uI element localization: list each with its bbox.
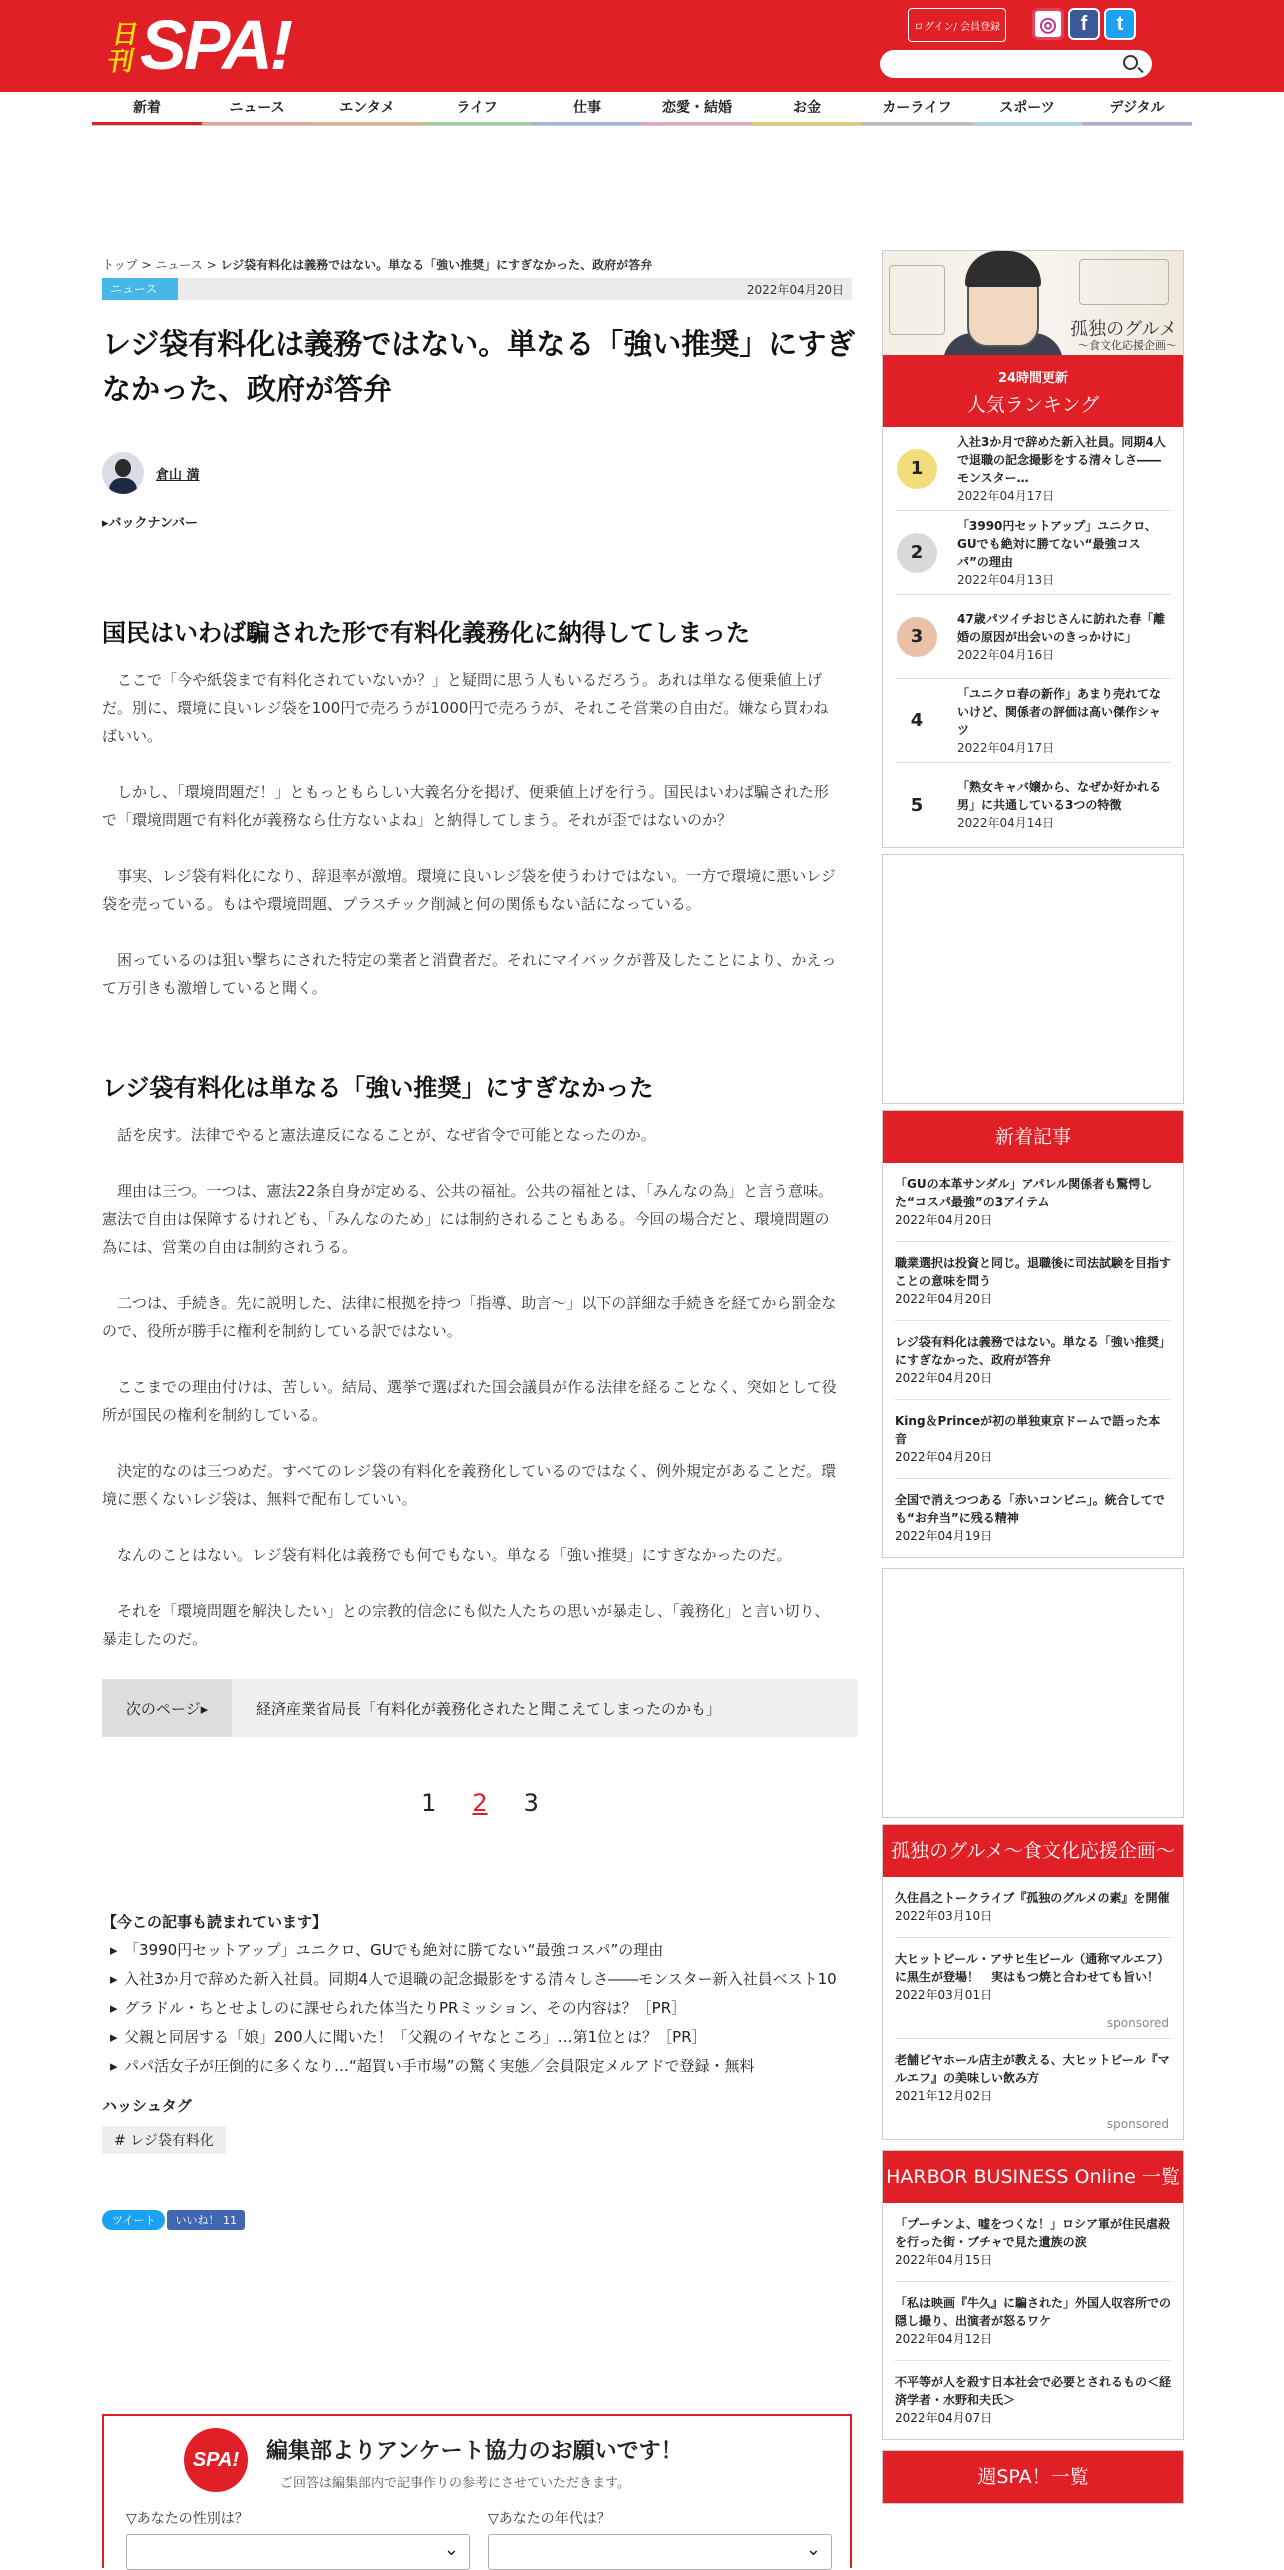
ranking-item-title: 「3990円セットアップ」ユニクロ、GUでも絶対に勝てない“最強コスパ”の理由 xyxy=(957,518,1157,569)
harbor-item-title: 「プーチンよ、嘘をつくな！」ロシア軍が住民虐殺を行った街・ブチャで見た遺族の涙 xyxy=(895,2217,1171,2249)
kodoku-article-item[interactable] xyxy=(895,2039,1171,2117)
nav-item-entertainment[interactable]: エンタメ xyxy=(312,92,422,125)
character-hair xyxy=(965,251,1041,287)
harbor-item[interactable] xyxy=(895,2361,1171,2439)
paragraph: 理由は三つ。一つは、憲法22条自身が定める、公共の福祉。公共の福祉とは、「みんなの為」と言う意味。憲法で自由は保障するけれども、「みんなのため」には制約されることもある。今回の場合だと、環境問題の為には、営業の自由は制約されうる。 xyxy=(102,1182,833,1256)
nav-item-digital[interactable]: デジタル xyxy=(1082,92,1192,125)
paragraph: なんのことはない。レジ袋有料化は義務でも何でもない。単なる「強い推奨」にすぎなかったのだ。 xyxy=(117,1546,792,1564)
ranking-item-title: 「ユニクロ春の新作」あまり売れてないけど、関係者の評価は高い傑作シャツ xyxy=(957,686,1162,737)
category-badge[interactable]: ニュース xyxy=(102,278,178,300)
twitter-icon[interactable]: t xyxy=(1104,8,1136,40)
logo-kanji-1: 日 xyxy=(109,20,142,50)
age-select[interactable] xyxy=(488,2534,832,2570)
nav-item-sports[interactable]: スポーツ xyxy=(972,92,1082,125)
ranking-title: 人気ランキング xyxy=(966,394,1100,416)
new-article-item[interactable] xyxy=(895,1242,1171,1321)
rank-number: 2 xyxy=(897,533,937,573)
ranking-item-date: 2022年04月17日 xyxy=(957,740,1055,755)
sidebar-ad-1 xyxy=(882,854,1184,1104)
survey-logo: SPA! xyxy=(184,2428,248,2492)
new-article-date: 2022年04月20日 xyxy=(895,1292,993,1306)
related-item[interactable]: ▸ 父親と同居する「娘」200人に聞いた！「父親のイヤなところ」…第1位とは？［PR］ xyxy=(102,2023,858,2052)
new-article-title: レジ袋有料化は義務ではない。単なる「強い推奨」にすぎなかった、政府が答弁 xyxy=(895,1335,1171,1367)
kodoku-banner-sub: ～食文化応援企画～ xyxy=(1078,339,1177,352)
backnumber-link[interactable]: ▸バックナンバー xyxy=(102,516,198,531)
next-page-link[interactable] xyxy=(102,1679,858,1737)
new-article-date: 2022年04月20日 xyxy=(895,1213,993,1227)
survey-title: 編集部よりアンケート協力のお願いです！ xyxy=(266,2439,683,2464)
ranking-text xyxy=(957,778,1171,832)
ranking-text xyxy=(957,685,1171,757)
section-heading-1: 国民はいわば騙された形で有料化義務化に納得してしまった xyxy=(102,619,750,647)
hashtag-link[interactable]: # レジ袋有料化 xyxy=(102,2126,226,2154)
paragraph: 困っているのは狙い撃ちにされた特定の業者と消費者だ。それにマイバックが普及したことにより、かえって万引きも激増していると聞く。 xyxy=(102,951,837,997)
sidebar-ad-2 xyxy=(882,1568,1184,1818)
category-bar xyxy=(102,278,852,300)
next-page-label: 次のページ▸ xyxy=(102,1679,232,1737)
related-item[interactable]: ▸ 入社3か月で辞めた新入社員。同期4人で退職の記念撮影をする清々しさ――モンスター新入社員ベスト10 xyxy=(102,1965,858,1994)
harbor-item-date: 2022年04月07日 xyxy=(895,2411,993,2425)
ranking-text xyxy=(957,433,1171,505)
ranking-item-date: 2022年04月13日 xyxy=(957,572,1055,587)
new-article-item[interactable] xyxy=(895,1479,1171,1557)
ranking-text xyxy=(957,517,1171,589)
new-article-title: 職業選択は投資と同じ。退職後に司法試験を目指すことの意味を問う xyxy=(895,1256,1172,1288)
site-logo[interactable] xyxy=(105,6,291,84)
related-item[interactable]: ▸ パパ活女子が圧倒的に多くなり…“超買い手市場”の驚く実態／会員限定メルアドで登録・無料 xyxy=(102,2052,858,2081)
kodoku-articles-header: 孤独のグルメ～食文化応援企画～ xyxy=(883,1825,1183,1877)
gender-select[interactable] xyxy=(126,2534,470,2570)
related-item[interactable]: ▸ グラドル・ちとせよしのに課せられた体当たりPRミッション、その内容は？［PR］ xyxy=(102,1994,858,2023)
related-title: 【今この記事も読まれています】 xyxy=(102,1913,328,1931)
paragraph: それを「環境問題を解決したい」との宗教的信念にも似た人たちの思いが暴走し、「義務化」と言い切り、暴走したのだ。 xyxy=(102,1602,830,1648)
rank-number: 4 xyxy=(897,701,937,741)
survey-subtitle: ご回答は編集部内で記事作りの参考にさせていただきます。 xyxy=(280,2476,630,2491)
category-nav xyxy=(92,92,1192,126)
nav-item-carlife[interactable]: カーライフ xyxy=(862,92,972,125)
ranking-item-title: 47歳パツイチおじさんに訪れた春「離婚の原因が出会いのきっかけに」 xyxy=(957,611,1166,644)
harbor-header: HARBOR BUSINESS Online 一覧 xyxy=(883,2151,1183,2203)
sidebar xyxy=(882,250,1184,2504)
kodoku-article-date: 2021年12月02日 xyxy=(895,2089,993,2103)
logo-kanji-2: 刊 xyxy=(105,47,137,77)
facebook-icon[interactable]: f xyxy=(1068,8,1100,40)
share-buttons xyxy=(102,2210,858,2230)
logo-kanji xyxy=(105,22,141,76)
instagram-icon[interactable]: ◎ xyxy=(1032,8,1064,40)
kodoku-article-title: 大ヒットビール・アサヒ生ビール（通称マルエフ）に黒生が登場！ 実はもつ焼と合わせても旨い！ xyxy=(895,1952,1170,1984)
rank-number: 1 xyxy=(897,449,937,489)
pagination xyxy=(102,1789,858,1817)
nav-item-new[interactable]: 新着 xyxy=(92,92,202,125)
harbor-item-date: 2022年04月15日 xyxy=(895,2253,993,2267)
paragraph: 話を戻す。法律でやると憲法違反になることが、なぜ省令で可能となったのか。 xyxy=(117,1126,656,1144)
ranking-item[interactable] xyxy=(895,595,1171,679)
paragraph: 決定的なのは三つめだ。すべてのレジ袋の有料化を義務化しているのではなく、例外規定があることだ。環境に悪くないレジ袋は、無料で配布していい。 xyxy=(102,1462,837,1508)
harbor-item-title: 「私は映画『牛久』に騙された」外国人収容所での隠し撮り、出演者が怒るワケ xyxy=(895,2296,1172,2328)
nav-item-money[interactable]: お金 xyxy=(752,92,862,125)
rank-number: 3 xyxy=(897,617,937,657)
ranking-item-title: 入社3か月で辞めた新入社員。同期4人で退職の記念撮影をする清々しさ――モンスター… xyxy=(957,434,1166,485)
new-article-title: 全国で消えつつある「赤いコンビニ」。統合してでも“お弁当”に残る精神 xyxy=(895,1493,1165,1525)
ranking-item[interactable] xyxy=(895,763,1171,847)
author-name[interactable]: 倉山 満 xyxy=(156,467,200,483)
nav-item-love[interactable]: 恋愛・結婚 xyxy=(642,92,752,125)
page-link-3[interactable]: 3 xyxy=(523,1789,539,1817)
ranking-item-date: 2022年04月14日 xyxy=(957,816,1055,830)
harbor-item-date: 2022年04月12日 xyxy=(895,2332,993,2346)
ranking-item[interactable] xyxy=(895,679,1171,763)
top-ad-space xyxy=(92,130,1192,240)
survey-question-gender: ▽あなたの性別は？ xyxy=(126,2511,249,2527)
nav-item-news[interactable]: ニュース xyxy=(202,92,312,125)
kodoku-article-title: 老舗ビヤホール店主が教える、大ヒットビール『マルエフ』の美味しい飲み方 xyxy=(895,2053,1170,2085)
new-article-date: 2022年04月20日 xyxy=(895,1450,993,1464)
kodoku-articles-box xyxy=(882,1824,1184,2140)
new-article-title: King＆Princeが初の単独東京ドームで語った本音 xyxy=(895,1414,1161,1446)
harbor-box xyxy=(882,2150,1184,2440)
breadcrumb-current: レジ袋有料化は義務ではない。単なる「強い推奨」にすぎなかった、政府が答弁 xyxy=(220,258,653,272)
ranking-item-title: 「熟女キャバ嬢から、なぜか好かれる男」に共通している3つの特徴 xyxy=(957,780,1162,812)
harbor-item[interactable] xyxy=(895,2282,1171,2361)
food-illustration xyxy=(889,265,945,335)
ranking-item[interactable] xyxy=(895,427,1171,511)
new-article-item[interactable] xyxy=(895,1321,1171,1400)
page-link-2[interactable]: 2 xyxy=(472,1789,488,1817)
author-block xyxy=(102,452,858,494)
new-article-item[interactable] xyxy=(895,1163,1171,1242)
related-item[interactable]: ▸ 「3990円セットアップ」ユニクロ、GUでも絶対に勝てない“最強コスパ”の理由 xyxy=(102,1936,858,1965)
author-avatar xyxy=(102,452,144,494)
tweet-button[interactable]: ツイート xyxy=(102,2210,165,2230)
breadcrumb-top[interactable]: トップ xyxy=(102,258,138,272)
new-articles-header: 新着記事 xyxy=(883,1111,1183,1163)
harbor-item[interactable] xyxy=(895,2203,1171,2282)
breadcrumb-sep: > xyxy=(206,258,217,272)
survey-box xyxy=(102,2414,852,2568)
ranking-item-date: 2022年04月16日 xyxy=(957,647,1055,662)
kodoku-article-date: 2022年03月01日 xyxy=(895,1988,993,2002)
breadcrumb-news[interactable]: ニュース xyxy=(155,258,203,272)
sponsored-label: sponsored xyxy=(1106,2117,1169,2131)
rank-number: 5 xyxy=(897,785,937,825)
kodoku-article-date: 2022年03月10日 xyxy=(895,1909,993,1923)
related-list xyxy=(102,1936,858,2081)
weekly-spa-header: 週SPA！一覧 xyxy=(883,2451,1183,2503)
site-header xyxy=(0,0,1284,92)
new-article-item[interactable] xyxy=(895,1400,1171,1479)
paragraph: ここまでの理由付けは、苦しい。結局、選挙で選ばれた国会議員が作る法律を経ることなく、突如として役所が国民の権利を制約している。 xyxy=(102,1378,837,1424)
paragraph: ここで「今や紙袋まで有料化されていないか？」と疑問に思う人もいるだろう。あれは単なる便乗値上げだ。別に、環境に良いレジ袋を100円で売ろうが1000円で売ろうが、それこそ営業の自由だ。嫌なら買わねばいい。 xyxy=(102,671,829,745)
paragraph: しかし、「環境問題だ！」ともっともらしい大義名分を掲げ、便乗値上げを行う。国民はいわば騙された形で「環境問題で有料化が義務なら仕方ないよね」と納得してしまう。それが歪ではないのか？ xyxy=(102,783,829,829)
food-illustration xyxy=(1079,259,1169,305)
breadcrumb-sep: > xyxy=(141,258,152,272)
new-article-date: 2022年04月20日 xyxy=(895,1371,993,1385)
nav-item-life[interactable]: ライフ xyxy=(422,92,532,125)
ranking-header xyxy=(883,355,1183,427)
article-column xyxy=(102,252,858,2230)
weekly-spa-box xyxy=(882,2450,1184,2504)
ranking-subtitle: 24時間更新 xyxy=(997,371,1069,386)
login-button[interactable]: ログイン/ 会員登録 xyxy=(908,8,1006,42)
ranking-text xyxy=(957,610,1171,664)
logo-text: SPA! xyxy=(140,6,291,84)
kodoku-banner[interactable] xyxy=(883,251,1183,355)
new-article-title: 「GUの本革サンダル」アパレル関係者も驚愕した“コスパ最強”の3アイテム xyxy=(895,1177,1153,1209)
ranking-item-date: 2022年04月17日 xyxy=(957,488,1055,503)
next-page-title: 経済産業省局長「有料化が義務化されたと聞こえてしまったのかも」 xyxy=(256,1699,722,1718)
nav-item-work[interactable]: 仕事 xyxy=(532,92,642,125)
harbor-item-title: 不平等が人を殺す日本社会で必要とされるもの＜経済学者・水野和夫氏＞ xyxy=(895,2375,1172,2407)
article-date: 2022年04月20日 xyxy=(746,282,844,297)
search-icon[interactable] xyxy=(1123,55,1138,70)
like-button[interactable]: いいね！ 11 xyxy=(167,2210,245,2230)
page-link-1[interactable]: 1 xyxy=(421,1789,437,1817)
ranking-box xyxy=(882,250,1184,848)
kodoku-article-item[interactable] xyxy=(895,1877,1171,1938)
kodoku-banner-title: 孤独のグルメ xyxy=(1070,319,1177,340)
sponsored-label: sponsored xyxy=(895,2016,1171,2039)
related-block xyxy=(102,1911,858,2230)
hashtag-title: ハッシュタグ xyxy=(102,2097,192,2115)
ranking-item[interactable] xyxy=(895,511,1171,595)
search-input[interactable] xyxy=(880,50,1152,78)
paragraph: 事実、レジ袋有料化になり、辞退率が激増。環境に良いレジ袋を使うわけではない。一方で環境に悪いレジ袋を売っている。もはや環境問題、プラスチック削減と何の関係もない話になっている。 xyxy=(102,867,836,913)
kodoku-article-title: 久住昌之トークライブ『孤独のグルメの素』を開催 xyxy=(895,1891,1170,1905)
section-heading-2: レジ袋有料化は単なる「強い推奨」にすぎなかった xyxy=(102,1074,654,1102)
new-article-date: 2022年04月19日 xyxy=(895,1529,993,1543)
survey-question-age: ▽あなたの年代は？ xyxy=(488,2511,611,2527)
new-articles-box xyxy=(882,1110,1184,1558)
kodoku-article-item[interactable] xyxy=(895,1938,1171,2016)
article-title: レジ袋有料化は義務ではない。単なる「強い推奨」にすぎなかった、政府が答弁 xyxy=(102,327,856,406)
paragraph: 二つは、手続き。先に説明した、法律に根拠を持つ「指導、助言～」以下の詳細な手続きを経てから罰金なので、役所が勝手に権利を制約している訳ではない。 xyxy=(102,1294,837,1340)
breadcrumb xyxy=(102,252,858,278)
